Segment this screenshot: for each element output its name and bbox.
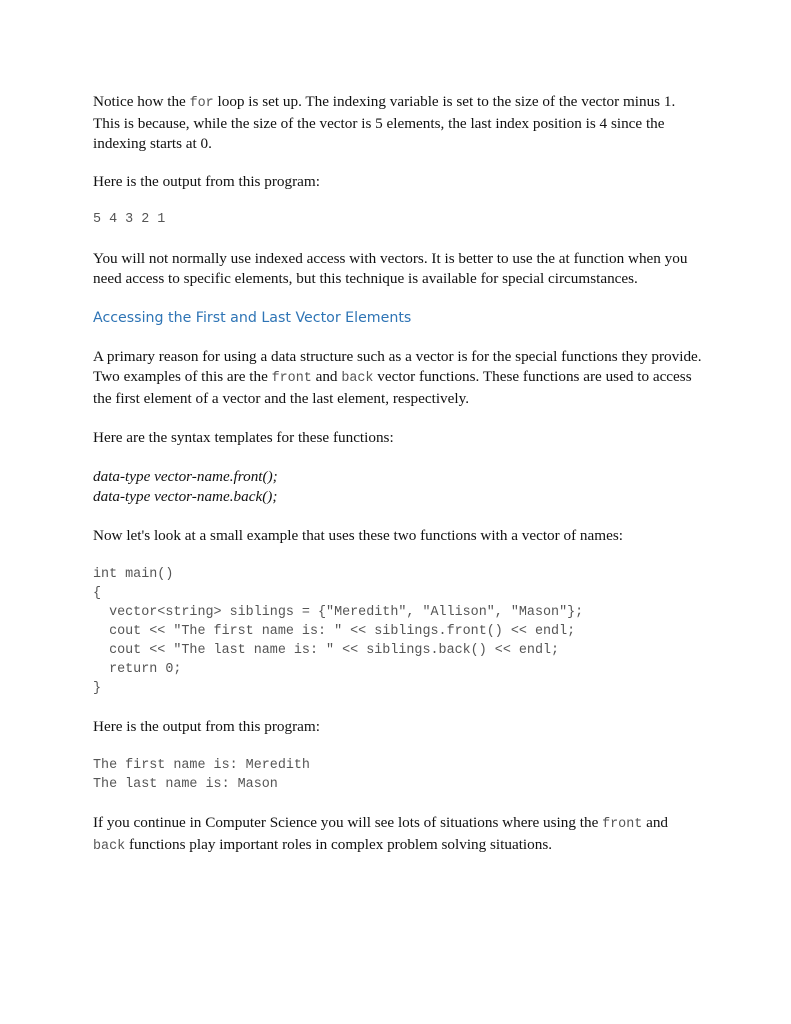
closing-paragraph: If you continue in Computer Science you will see lots of situations where using the front and back functions play important roles in complex problem solving situations. xyxy=(93,814,669,854)
document-page xyxy=(93,92,703,857)
program-output xyxy=(93,756,703,794)
section-heading: Accessing the First and Last Vector Elements xyxy=(93,310,412,326)
inline-code-for: for xyxy=(189,96,214,111)
code-line: return 0; xyxy=(93,662,182,677)
code-line: vector<string> siblings = {"Meredith", "Allison", "Mason"}; xyxy=(93,605,584,620)
code-line: } xyxy=(93,681,102,696)
output-line: 5 4 3 2 1 xyxy=(93,212,166,227)
output-intro-2: Here is the output from this program: xyxy=(93,718,320,735)
code-block xyxy=(93,565,703,698)
indexed-access-note: You will not normally use indexed access with vectors. It is better to use the at function when you need access to specific elements, but this technique is available for special circumstances. xyxy=(93,250,688,287)
intro-paragraph: Notice how the for loop is set up. The indexing variable is set to the size of the vector minus 1. This is because, while the size of the vector is 5 elements, the last index position is 4 since the indexing starts at 0. xyxy=(93,93,676,152)
inline-code-back: back xyxy=(93,839,126,854)
inline-code-front: front xyxy=(602,817,643,832)
code-line: int main() xyxy=(93,567,174,582)
output-line: The last name is: Mason xyxy=(93,777,278,792)
section-paragraph: A primary reason for using a data structure such as a vector is for the special functions they provide. Two examples of this are the front and back vector functions. These functions are used to access the first element of a vector and the last element, respectively. xyxy=(93,348,702,407)
output-intro: Here is the output from this program: xyxy=(93,173,320,190)
inline-code-front: front xyxy=(271,371,312,386)
syntax-template: data-type vector-name.front(); data-type vector-name.back(); xyxy=(93,468,278,505)
output-line: The first name is: Meredith xyxy=(93,758,310,773)
code-line: { xyxy=(93,586,102,601)
syntax-intro: Here are the syntax templates for these functions: xyxy=(93,429,394,446)
example-intro: Now let's look at a small example that uses these two functions with a vector of names: xyxy=(93,527,623,544)
inline-code-back: back xyxy=(341,371,374,386)
code-line: cout << "The first name is: " << siblings.front() << endl; xyxy=(93,624,576,639)
code-line: cout << "The last name is: " << siblings.back() << endl; xyxy=(93,643,560,658)
